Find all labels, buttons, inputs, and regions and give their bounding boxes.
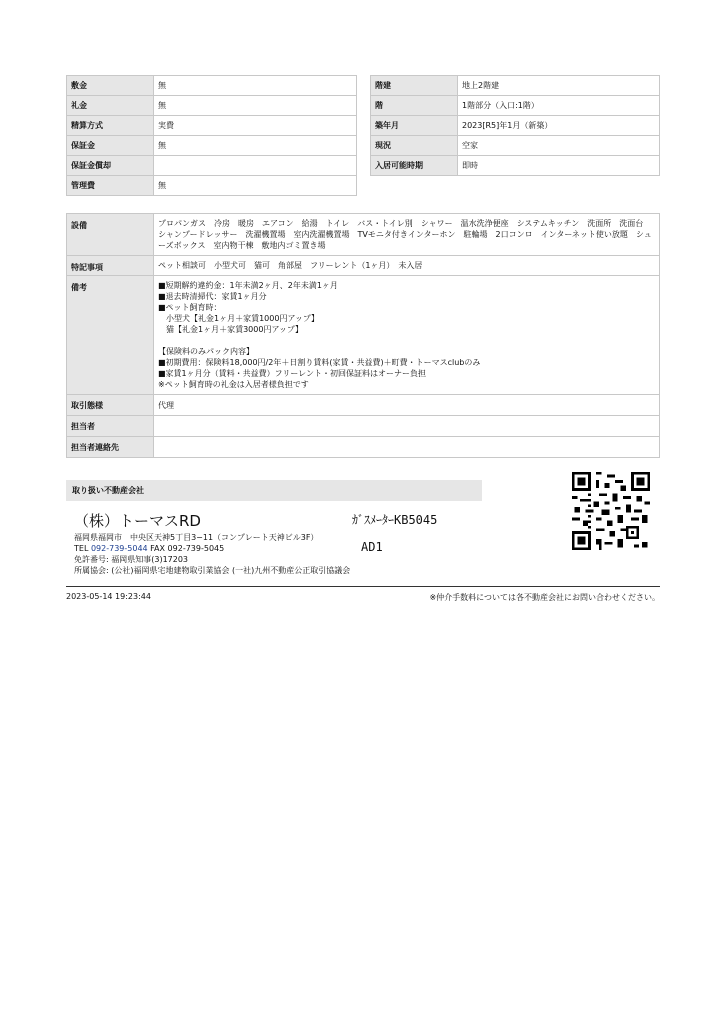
table-row (67, 136, 357, 156)
row-label: 敷金 (67, 76, 154, 96)
table-row (371, 136, 660, 156)
details-table (66, 213, 660, 458)
transaction-label: 取引態様 (67, 395, 154, 416)
row-value: 即時 (458, 156, 660, 176)
table-row (371, 116, 660, 136)
table-row (67, 156, 357, 176)
row-value: 無 (154, 96, 357, 116)
remarks-value (154, 276, 660, 395)
row-value: 無 (154, 76, 357, 96)
remarks-line: ■ペット飼育時： (158, 303, 222, 312)
row-label: 階建 (371, 76, 458, 96)
building-table (370, 75, 660, 176)
contact-value (154, 437, 660, 458)
remarks-line: ■初期費用：保険料18,000円/2年＋日割り賃料(家賃・共益費)＋町費・トーマスclubのみ (158, 358, 481, 367)
table-row (67, 96, 357, 116)
table-row (67, 395, 660, 416)
remarks-line (158, 335, 655, 346)
row-label: 礼金 (67, 96, 154, 116)
association: 所属協会: (公社)福岡県宅地建物取引業協会 (一社)九州不動産公正取引協議会 (74, 566, 351, 575)
equipment-label: 設備 (67, 214, 154, 256)
row-value: 1階部分（入口:1階） (458, 96, 660, 116)
remarks-line: 猫【礼金1ヶ月＋家賃3000円アップ】 (158, 325, 303, 334)
special-value: ペット相談可 小型犬可 猫可 角部屋 フリーレント（1ヶ月） 未入居 (154, 256, 660, 276)
table-row (67, 437, 660, 458)
row-label: 精算方式 (67, 116, 154, 136)
row-value: 2023[R5]年1月（新築） (458, 116, 660, 136)
table-row (371, 96, 660, 116)
staff-value (154, 416, 660, 437)
row-value: 空家 (458, 136, 660, 156)
table-row (67, 276, 660, 395)
fax-label: FAX (150, 544, 165, 553)
equipment-value: プロパンガス 冷房 暖房 エアコン 給湯 トイレ バス・トイレ別 シャワー 温水洗浄便座 システムキッチン 洗面所 洗面台 シャンプードレッサー 洗濯機置場 室内洗濯機置場 TVモニタ付きインターホン 駐輪場 2口コンロ インターネット使い放題 シューズボックス 室内物干棟 敷地内ゴミ置き場 (154, 214, 660, 256)
row-value: 無 (154, 136, 357, 156)
tel-link[interactable]: 092-739-5044 (90, 544, 148, 553)
agent-phone-line (74, 543, 224, 554)
remarks-label: 備考 (67, 276, 154, 395)
license-number: 免許番号: 福岡県知事(3)17203 (74, 555, 189, 564)
fee-table (66, 75, 357, 196)
special-label: 特記事項 (67, 256, 154, 276)
row-label: 保証金償却 (67, 156, 154, 176)
contact-label: 担当者連絡先 (67, 437, 154, 458)
table-row (67, 76, 357, 96)
remarks-line: ■短期解約違約金：1年未満2ヶ月、2年未満1ヶ月 (158, 281, 338, 290)
row-label: 階 (371, 96, 458, 116)
remarks-line: ■家賃1ヶ月分（賃料・共益費）フリーレント・初回保証料はオーナー負担 (158, 369, 426, 378)
gas-meter-code: ｶﾞｽﾒｰﾀｰKB5045 (352, 513, 438, 527)
tel-label: TEL (74, 544, 89, 553)
agent-name: （株）トーマスRD (74, 512, 201, 530)
row-label: 築年月 (371, 116, 458, 136)
row-value: 実費 (154, 116, 357, 136)
table-row (67, 214, 660, 256)
table-row (371, 76, 660, 96)
table-row (67, 116, 357, 136)
remarks-line: 小型犬【礼金1ヶ月＋家賃1000円アップ】 (158, 314, 319, 323)
row-label: 保証金 (67, 136, 154, 156)
remarks-line: ※ペット飼育時の礼金は入居者様負担です (158, 380, 309, 389)
row-label: 入居可能時期 (371, 156, 458, 176)
commission-note: ※仲介手数料については各不動産会社にお問い合わせください。 (429, 593, 660, 602)
ad-code: AD1 (361, 540, 383, 554)
table-row (67, 256, 660, 276)
agent-address: 福岡県福岡市 中央区天神5丁目3−11（コンプレート天神ビル3F） (74, 533, 319, 542)
remarks-line: 【保険料のみパック内容】 (158, 347, 254, 356)
print-timestamp: 2023-05-14 19:23:44 (66, 592, 151, 601)
remarks-line: ■退去時清掃代：家賃1ヶ月分 (158, 292, 267, 301)
row-value: 無 (154, 176, 357, 196)
transaction-value: 代理 (154, 395, 660, 416)
table-row (67, 176, 357, 196)
row-label: 管理費 (67, 176, 154, 196)
staff-label: 担当者 (67, 416, 154, 437)
row-label: 現況 (371, 136, 458, 156)
table-row (371, 156, 660, 176)
fax-number: 092-739-5045 (167, 544, 225, 553)
qr-code-icon (572, 472, 650, 550)
row-value (154, 156, 357, 176)
table-row (67, 416, 660, 437)
divider (66, 586, 660, 587)
row-value: 地上2階建 (458, 76, 660, 96)
agent-section-header: 取り扱い不動産会社 (66, 480, 482, 501)
